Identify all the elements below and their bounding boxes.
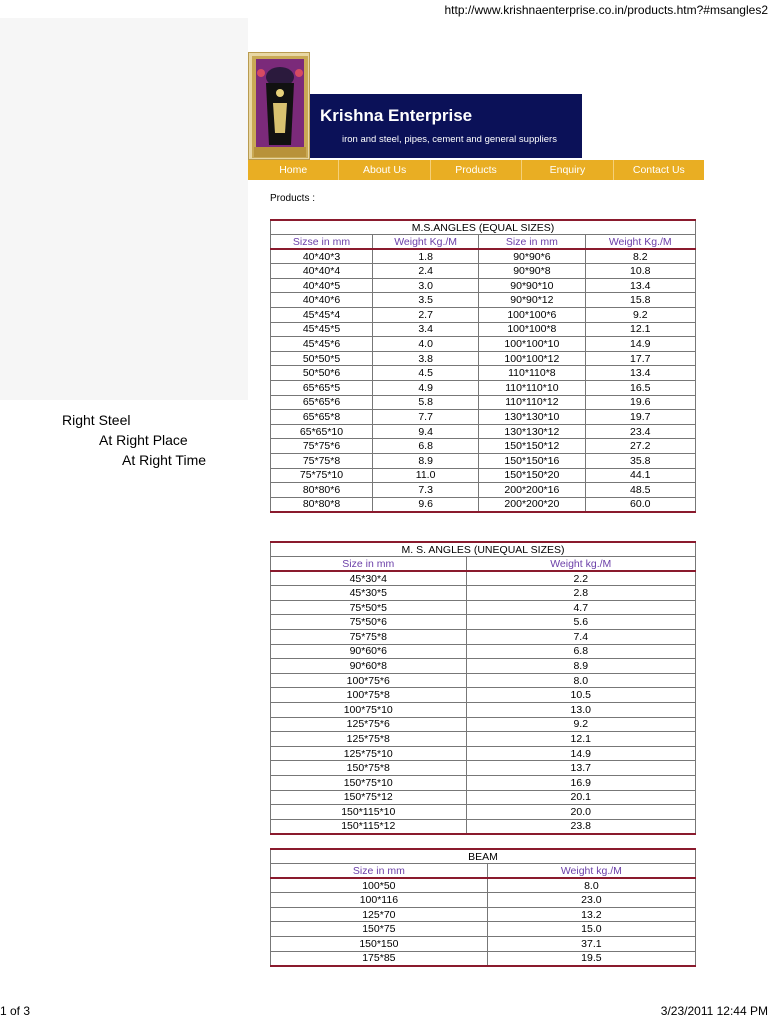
table-row <box>271 761 696 776</box>
table-cell: 9.2 <box>466 717 696 732</box>
nav-contact-us[interactable]: Contact Us <box>632 164 685 176</box>
table-cell: 12.1 <box>466 732 696 747</box>
deity-icon <box>249 53 310 160</box>
table-cell: 13.4 <box>585 278 696 293</box>
table-cell: 2.7 <box>373 308 479 323</box>
unequal-angles-table <box>270 541 696 835</box>
brand-title: Krishna Enterprise <box>320 106 473 125</box>
table-cell: 12.1 <box>585 322 696 337</box>
table-cell: 150*150*16 <box>479 454 585 469</box>
column-header: Weight kg./M <box>466 557 696 572</box>
table-cell: 90*60*8 <box>271 659 467 674</box>
table-cell: 9.4 <box>373 424 479 439</box>
table-cell: 37.1 <box>487 937 695 952</box>
table-cell: 16.5 <box>585 381 696 396</box>
table-row <box>271 366 696 381</box>
table-cell: 80*80*6 <box>271 483 373 498</box>
table-cell: 23.4 <box>585 424 696 439</box>
table-cell: 5.6 <box>466 615 696 630</box>
table-cell: 75*50*6 <box>271 615 467 630</box>
equal-angles-table <box>270 219 696 513</box>
table-cell: 40*40*5 <box>271 278 373 293</box>
column-header: Size in mm <box>479 235 585 250</box>
table-cell: 60.0 <box>585 497 696 512</box>
table-cell: 8.0 <box>487 878 695 893</box>
table-cell: 130*130*12 <box>479 424 585 439</box>
table-cell: 100*100*10 <box>479 337 585 352</box>
column-header: Weight Kg./M <box>373 235 479 250</box>
table-row <box>271 630 696 645</box>
table-cell: 3.8 <box>373 351 479 366</box>
unequal-angles-title: M. S. ANGLES (UNEQUAL SIZES) <box>271 542 696 557</box>
table-row <box>271 278 696 293</box>
table-cell: 2.4 <box>373 264 479 279</box>
table-row <box>271 732 696 747</box>
table-cell: 4.5 <box>373 366 479 381</box>
table-cell: 5.8 <box>373 395 479 410</box>
table-cell: 7.3 <box>373 483 479 498</box>
table-cell: 65*65*5 <box>271 381 373 396</box>
table-cell: 150*150*12 <box>479 439 585 454</box>
table-cell: 10.5 <box>466 688 696 703</box>
beam-table <box>270 848 696 967</box>
table-cell: 150*115*10 <box>271 805 467 820</box>
table-cell: 50*50*5 <box>271 351 373 366</box>
nav-about-us[interactable]: About Us <box>339 160 430 180</box>
page-number: 1 of 3 <box>0 1004 31 1018</box>
table-cell: 13.0 <box>466 703 696 718</box>
table-row <box>271 571 696 586</box>
table-cell: 100*75*8 <box>271 688 467 703</box>
print-datetime: 3/23/2011 12:44 PM <box>660 1004 768 1018</box>
table-row <box>271 439 696 454</box>
table-row <box>271 249 696 264</box>
table-row <box>271 468 696 483</box>
table-cell: 40*40*6 <box>271 293 373 308</box>
table-cell: 45*30*5 <box>271 586 467 601</box>
table-cell: 19.7 <box>585 410 696 425</box>
table-cell: 90*90*10 <box>479 278 585 293</box>
table-cell: 65*65*8 <box>271 410 373 425</box>
table-cell: 100*50 <box>271 878 488 893</box>
table-cell: 65*65*10 <box>271 424 373 439</box>
table-cell: 6.8 <box>373 439 479 454</box>
table-cell: 100*100*8 <box>479 322 585 337</box>
table-cell: 125*75*6 <box>271 717 467 732</box>
table-cell: 16.9 <box>466 776 696 791</box>
table-cell: 100*100*6 <box>479 308 585 323</box>
table-cell: 15.0 <box>487 922 695 937</box>
nav-home[interactable]: Home <box>248 160 339 180</box>
table-row <box>271 293 696 308</box>
table-cell: 65*65*6 <box>271 395 373 410</box>
table-cell: 44.1 <box>585 468 696 483</box>
left-panel <box>0 18 248 400</box>
table-row <box>271 351 696 366</box>
table-cell: 20.1 <box>466 790 696 805</box>
table-cell: 125*75*8 <box>271 732 467 747</box>
table-row <box>271 483 696 498</box>
table-cell: 150*150*20 <box>479 468 585 483</box>
table-cell: 125*70 <box>271 907 488 922</box>
table-cell: 23.8 <box>466 819 696 834</box>
brand-subtitle: iron and steel, pipes, cement and general suppliers <box>342 134 557 145</box>
table-row <box>271 322 696 337</box>
table-cell: 35.8 <box>585 454 696 469</box>
table-cell: 3.5 <box>373 293 479 308</box>
table-cell: 40*40*4 <box>271 264 373 279</box>
tagline-line-2: At Right Place <box>99 432 188 448</box>
deity-logo-image <box>248 52 310 160</box>
table-cell: 90*60*6 <box>271 644 467 659</box>
table-cell: 13.7 <box>466 761 696 776</box>
table-cell: 150*75*12 <box>271 790 467 805</box>
table-row <box>271 424 696 439</box>
table-cell: 13.4 <box>585 366 696 381</box>
table-cell: 8.9 <box>373 454 479 469</box>
table-cell: 9.2 <box>585 308 696 323</box>
table-cell: 100*100*12 <box>479 351 585 366</box>
table-cell: 150*115*12 <box>271 819 467 834</box>
table-row <box>271 410 696 425</box>
table-cell: 3.4 <box>373 322 479 337</box>
table-row <box>271 922 696 937</box>
table-row <box>271 600 696 615</box>
table-cell: 8.2 <box>585 249 696 264</box>
table-row <box>271 395 696 410</box>
table-cell: 1.8 <box>373 249 479 264</box>
column-header: Weight kg./M <box>487 864 695 879</box>
table-cell: 23.0 <box>487 893 695 908</box>
table-row <box>271 308 696 323</box>
table-cell: 75*75*8 <box>271 454 373 469</box>
nav-enquiry[interactable]: Enquiry <box>522 160 613 180</box>
nav-products[interactable]: Products <box>431 160 522 180</box>
table-cell: 75*75*10 <box>271 468 373 483</box>
table-cell: 8.0 <box>466 673 696 688</box>
table-cell: 17.7 <box>585 351 696 366</box>
table-row <box>271 805 696 820</box>
table-row <box>271 264 696 279</box>
table-cell: 13.2 <box>487 907 695 922</box>
column-header: Size in mm <box>271 557 467 572</box>
table-row <box>271 673 696 688</box>
table-row <box>271 717 696 732</box>
table-cell: 100*75*6 <box>271 673 467 688</box>
products-label: Products : <box>270 193 316 204</box>
table-row <box>271 688 696 703</box>
table-cell: 4.7 <box>466 600 696 615</box>
table-cell: 40*40*3 <box>271 249 373 264</box>
table-cell: 100*75*10 <box>271 703 467 718</box>
table-row <box>271 615 696 630</box>
table-row <box>271 454 696 469</box>
brand-banner <box>310 94 582 158</box>
table-cell: 4.9 <box>373 381 479 396</box>
table-cell: 90*90*12 <box>479 293 585 308</box>
table-cell: 150*75 <box>271 922 488 937</box>
table-cell: 7.4 <box>466 630 696 645</box>
table-cell: 14.9 <box>466 746 696 761</box>
table-cell: 130*130*10 <box>479 410 585 425</box>
table-row <box>271 337 696 352</box>
main-nav <box>248 160 704 180</box>
table-cell: 110*110*8 <box>479 366 585 381</box>
table-cell: 45*45*6 <box>271 337 373 352</box>
table-cell: 150*150 <box>271 937 488 952</box>
table-cell: 125*75*10 <box>271 746 467 761</box>
table-cell: 75*50*5 <box>271 600 467 615</box>
column-header: Size in mm <box>271 864 488 879</box>
table-cell: 45*45*5 <box>271 322 373 337</box>
table-cell: 20.0 <box>466 805 696 820</box>
table-cell: 9.6 <box>373 497 479 512</box>
table-cell: 150*75*10 <box>271 776 467 791</box>
table-row <box>271 790 696 805</box>
table-cell: 90*90*8 <box>479 264 585 279</box>
table-cell: 19.5 <box>487 951 695 966</box>
table-cell: 19.6 <box>585 395 696 410</box>
table-cell: 75*75*6 <box>271 439 373 454</box>
table-cell: 10.8 <box>585 264 696 279</box>
table-cell: 80*80*8 <box>271 497 373 512</box>
table-row <box>271 703 696 718</box>
tagline <box>62 410 206 470</box>
table-cell: 150*75*8 <box>271 761 467 776</box>
table-cell: 3.0 <box>373 278 479 293</box>
beam-title: BEAM <box>271 849 696 864</box>
table-cell: 45*30*4 <box>271 571 467 586</box>
table-row <box>271 937 696 952</box>
column-header: Sizse in mm <box>271 235 373 250</box>
table-cell: 14.9 <box>585 337 696 352</box>
table-row <box>271 878 696 893</box>
table-row <box>271 819 696 834</box>
table-cell: 175*85 <box>271 951 488 966</box>
table-cell: 27.2 <box>585 439 696 454</box>
table-row <box>271 746 696 761</box>
table-cell: 2.2 <box>466 571 696 586</box>
table-cell: 48.5 <box>585 483 696 498</box>
table-cell: 7.7 <box>373 410 479 425</box>
table-cell: 11.0 <box>373 468 479 483</box>
tagline-line-1: Right Steel <box>62 412 131 428</box>
column-header: Weight Kg./M <box>585 235 696 250</box>
table-cell: 75*75*8 <box>271 630 467 645</box>
table-row <box>271 586 696 601</box>
table-cell: 4.0 <box>373 337 479 352</box>
table-cell: 110*110*12 <box>479 395 585 410</box>
table-cell: 15.8 <box>585 293 696 308</box>
table-row <box>271 951 696 966</box>
table-cell: 2.8 <box>466 586 696 601</box>
table-row <box>271 644 696 659</box>
table-cell: 45*45*4 <box>271 308 373 323</box>
table-row <box>271 497 696 512</box>
tagline-line-3: At Right Time <box>122 452 207 468</box>
table-cell: 200*200*20 <box>479 497 585 512</box>
table-row <box>271 907 696 922</box>
table-row <box>271 893 696 908</box>
table-cell: 8.9 <box>466 659 696 674</box>
table-cell: 90*90*6 <box>479 249 585 264</box>
equal-angles-title: M.S.ANGLES (EQUAL SIZES) <box>271 220 696 235</box>
page-url: http://www.krishnaenterprise.co.in/products.htm?#msangles2 <box>444 3 768 17</box>
table-row <box>271 381 696 396</box>
table-cell: 6.8 <box>466 644 696 659</box>
table-cell: 200*200*16 <box>479 483 585 498</box>
table-cell: 50*50*6 <box>271 366 373 381</box>
table-cell: 100*116 <box>271 893 488 908</box>
table-row <box>271 776 696 791</box>
table-row <box>271 659 696 674</box>
table-cell: 110*110*10 <box>479 381 585 396</box>
